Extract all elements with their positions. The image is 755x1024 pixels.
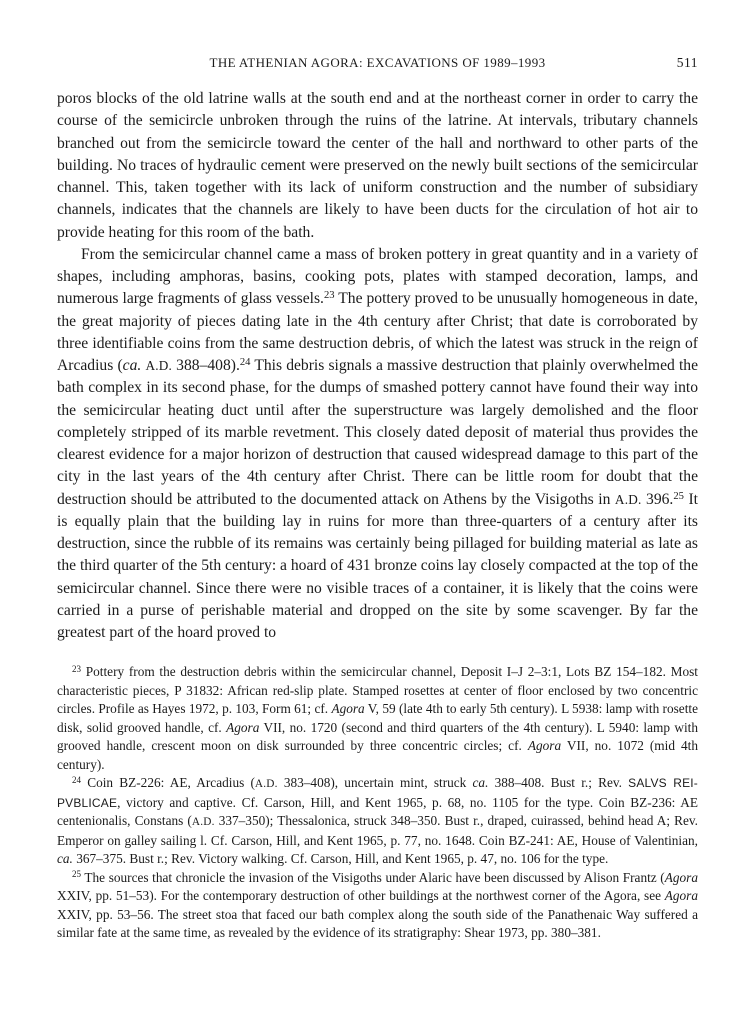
page-number: 511 [676,55,698,70]
footnote-23: $^{23}$ Pottery from the destruction debris within the semicircular channel, Deposit I–J 2–3:1, Lots BZ 154–182. Most characteristic pieces, P 31832: African red-slip plate. Stamped rosettes at center of floor enclosed by two concentric circles. Profile as Hayes 1972, p. 103, Form 61; cf. Agora V, 59 (late 4th to early 5th century). L 5938: lamp with rosette disk, solid grooved handle, cf. Agora VII, no. 1720 (second and third quarters of the 4th century). L 5940: lamp with grooved handle, crescent moon on disk surrounded by three concentric circles; cf. Agora VII, no. 1072 (mid 4th century). [57,663,698,772]
footnotes-section [57,663,698,943]
body-text [57,88,698,644]
footnote-24: $^{24}$ Coin BZ-226: AE, Arcadius (A.D. 383–408), uncertain mint, struck ca. 388–408. Bust r.; Rev. SALVS REI-PVBLICAE, victory and captive. Cf. Carson, Hill, and Kent 1965, p. 68, no. 1105 for the type. Coin BZ-236: AE centenionalis, Constans (A.D. 337–350); Thessalonica, struck 348–350. Bust r., draped, cuirassed, behind head A; Rev. Emperor on galley sailing l. Cf. Carson, Hill, and Kent 1965, p. 77, no. 1648. Coin BZ-241: AE, House of Valentinian, ca. 367–375. Bust r.; Rev. Victory walking. Cf. Carson, Hill, and Kent 1965, p. 47, no. 106 for the type. [57,774,698,866]
body-paragraph-1: poros blocks of the old latrine walls at the south end and at the northeast corner in order to carry the course of the semicircle unbroken through the ruins of the latrine. At intervals, tributary channels branched out from the semicircle toward the center of the hall and northward to other parts of the building. No traces of hydraulic cement were preserved on the newly built sections of the semicircular channel. This, taken together with its lack of uniform construction and the number of subsidiary channels, indicates that the channels are likely to have been ducts for the circulation of hot air to provide heating for this room of the bath. [57,90,698,241]
body-paragraph-2: From the semicircular channel came a mass of broken pottery in great quantity and in a variety of shapes, including amphoras, basins, cooking pots, plates with stamped decoration, lamps, and numerous large fragments of glass vessels.$^{23}$ The pottery proved to be unusually homogeneous in date, the great majority of pieces dating late in the 4th century after Christ; that date is corroborated by three identifiable coins from the same destruction debris, of which the latest was struck in the reign of Arcadius (ca. A.D. 388–408).$^{24}$ This debris signals a massive destruction that plainly overwhelmed the bath complex in its second phase, for the dumps of smashed pottery cannot have found their way into the semicircular heating duct until after the superstructure was largely demolished and the floor completely stripped of its marble revetment. This closely dated deposit of material thus provides the clearest evidence for a major horizon of destruction that caused widespread damage to this part of the city in the last years of the 4th century after Christ. There can be little room for doubt that the destruction should be attributed to the documented attack on Athens by the Visigoths in A.D. 396.25 It is equally plain that the building lay in ruins for more than three-quarters of a century after its destruction, since the rubble of its remains was certainly being pillaged for building material as late as the third quarter of the 5th century: a hoard of 431 bronze coins lay closely compacted at the top of the semicircular channel. Since there were no visible traces of a container, it is likely that the coins were carried in a purse of perishable material and dropped on the site by some scavenger. By far the greatest part of the hoard proved to [57,245,699,641]
page-title: THE ATHENIAN AGORA: EXCAVATIONS OF 1989–1993 [209,55,546,70]
running-head [57,55,698,71]
footnote-25: $^{25}$ The sources that chronicle the invasion of the Visigoths under Alaric have been discussed by Alison Frantz (Agora XXIV, pp. 51–53). For the contemporary destruction of other buildings at the northwest corner of the Agora, see Agora XXIV, pp. 53–56. The street stoa that faced our bath complex along the south side of the Panathenaic Way suffered a similar fate at the same time, as revealed by the evidence of its stratigraphy: Shear 1973, pp. 380–381. [57,869,698,940]
